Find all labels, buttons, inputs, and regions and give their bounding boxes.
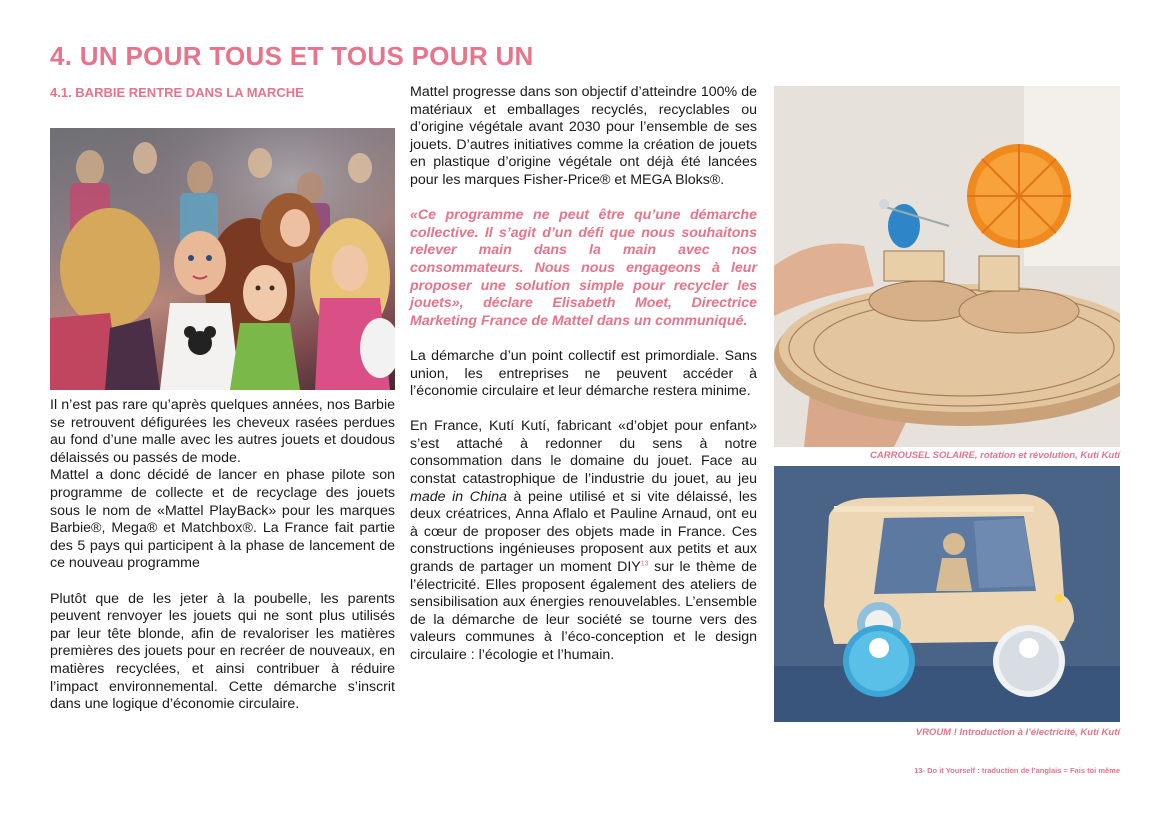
- barbie-dolls-photo: [50, 128, 395, 390]
- paragraph-kuti-kuti: [410, 418, 757, 664]
- footnote: 13- Do it Yourself : traduction de l’anglais = Fais toi même: [914, 766, 1120, 775]
- paragraph-mattel-objective: Mattel progresse dans son objectif d’atteindre 100% de matériaux et emballages recyclés, recyclables ou d’origine végétale avant 2030 pour l’ensemble de ses jouets. D’autres initiatives comme la création de jouets en plastique d’origine végétale ont déjà été lancées pour les marques Fisher-Price® et MEGA Bloks®.: [410, 84, 757, 188]
- text-segment: à peine utilisé et si vite délaissé, les deux créatrices, Anna Aflalo et Pauline Arnaud, ont eu à cœur de proposer des objets made in France. Ces constructions ingénieuses proposent aux petits et aux grands de partager un moment DIY: [410, 488, 757, 576]
- paragraph-collective: La démarche d’un point collectif est primordiale. Sans union, les entreprises ne peuvent accéder à l’économie circulaire et leur démarche restera minime.: [410, 347, 757, 400]
- wooden-car-photo: [774, 466, 1120, 722]
- text-italic-made-in-china: made in China: [410, 488, 507, 505]
- footnote-ref: 13: [640, 560, 649, 568]
- section-subtitle: 4.1. BARBIE RENTRE DANS LA MARCHE: [50, 85, 304, 100]
- caption-carousel: CARROUSEL SOLAIRE, rotation et révolution, Kutí Kutí: [870, 450, 1120, 461]
- text-segment: En France, Kutí Kutí, fabricant «d’objet pour enfant» s’est attaché à redonner du sens à notre consommation dans le domaine du jouet. Face au constat catastrophique de l’industrie du jouet, au jeu: [410, 418, 757, 488]
- text-column-middle: [410, 84, 757, 682]
- text-segment: sur le thème de l’électricité. Elles proposent également des ateliers de sensibilisation aux énergies renouvelables. L’ensemble de la démarche de leur société se tourne vers des valeurs communes à l’éco-conception et le design circulaire : l’écologie et l’humain.: [410, 559, 757, 663]
- page-title: 4. UN POUR TOUS ET TOUS POUR UN: [50, 41, 534, 71]
- text-column-left: [50, 397, 395, 731]
- paragraph-playback: Mattel a donc décidé de lancer en phase pilote son programme de collecte et de recyclage des jouets sous le nom de «Mattel PlayBack» pour les marques Barbie®, Mega® et Matchbox®. La France fait partie des 5 pays qui participent à la phase de lancement de ce nouveau programme: [50, 467, 395, 572]
- quote-mattel: «Ce programme ne peut être qu’une démarche collective. Il s’agit d’un défi que nous souhaitons relever main dans la main avec nos consommateurs. Nous nous engageons à leur proposer une solution simple pour recycler les jouets», déclare Elisabeth Moet, Directrice Marketing France de Mattel dans un communiqué.: [410, 207, 757, 329]
- solar-carousel-photo: [774, 86, 1120, 447]
- paragraph-parents: Plutôt que de les jeter à la poubelle, les parents peuvent renvoyer les jouets qui ne sont plus utilisés par leur tête blonde, afin de revaloriser les matières premières des jouets pour en recréer de nouveaux, en matières recyclées, et ainsi contribuer à réduire l’impact environnemental. Cette démarche s’inscrit dans une logique d’économie circulaire.: [50, 590, 395, 713]
- paragraph-intro: Il n’est pas rare qu’après quelques années, nos Barbie se retrouvent défigurées les cheveux rasées perdues au fond d’une malle avec les autres jouets et doudous délaissés ou passés de mode.: [50, 397, 395, 466]
- caption-car: VROUM ! Introduction à l’électricité, Kutí Kutí: [915, 727, 1120, 738]
